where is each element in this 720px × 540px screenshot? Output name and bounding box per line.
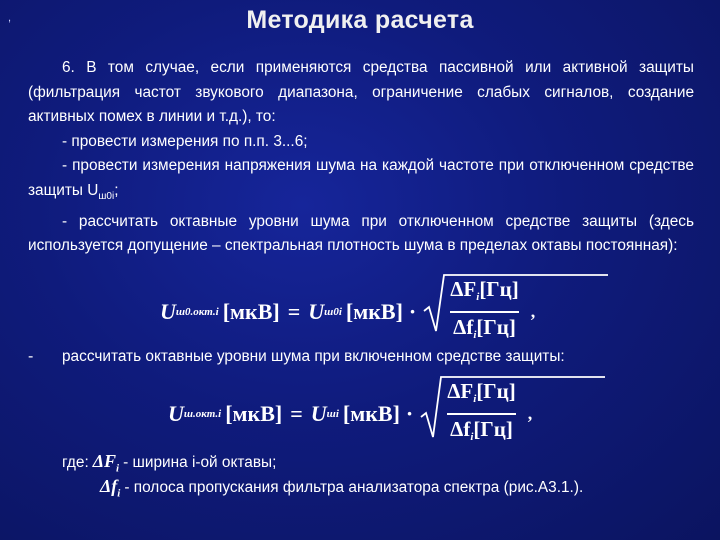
paragraph-intro: 6. В том случае, если применяются средства пассивной или активной защиты (фильтрация частот звукового диапазона, ограничение слабых сигналов, создание активных помех в линии и т.д.), то: — [28, 59, 694, 126]
slide-title: Методика расчета — [246, 6, 474, 34]
formula-noise-on: U ш.окт.i [мкВ] = U шi [мкВ] · $\frac{\Delta F_i[Гц]}{\Delta f_i[Гц]}$ , — [168, 378, 532, 450]
legend-line-2 — [96, 476, 583, 500]
symbol-octave-width: $\Delta F_i$ — [92, 451, 120, 475]
sqrt-icon: $\frac{\Delta F_i[Гц]}{\Delta f_i[Гц]}$ — [419, 378, 522, 450]
corner-mark: , — [8, 12, 12, 24]
symbol-filter-band: $\Delta f_i$ — [100, 476, 121, 500]
legend-line-1 — [62, 451, 276, 475]
formula-noise-off: U ш0.окт.i [мкВ] = U ш0i [мкВ] · $\frac{\Delta F_i[Гц]}{\Delta f_i[Гц]}$ , — [160, 276, 535, 348]
paragraph-step-noise-on: рассчитать октавные уровни шума при включенном средстве защиты: — [62, 348, 565, 365]
desc-filter-band: - полоса пропускания фильтра анализатора спектра (рис.А3.1.). — [124, 478, 584, 496]
sqrt-icon: $\frac{\Delta F_i[Гц]}{\Delta f_i[Гц]}$ — [422, 276, 525, 348]
bullet-dash: - — [28, 348, 34, 365]
body-text — [28, 56, 694, 259]
paragraph-step-octave: - рассчитать октавные уровни шума при отключенном средстве защиты (здесь используется допущение – спектральная плотность шума в пределах октавы постоянная): — [28, 212, 694, 255]
where-label: где: — [62, 453, 89, 471]
paragraph-step-noise: - провести измерения напряжения шума на каждой частоте при отключенном средстве защиты $U_{ш0i}$; — [28, 157, 694, 203]
desc-octave-width: - ширина i-ой октавы; — [123, 453, 277, 471]
paragraph-step-measure: - провести измерения по п.п. 3...6; — [62, 132, 308, 150]
